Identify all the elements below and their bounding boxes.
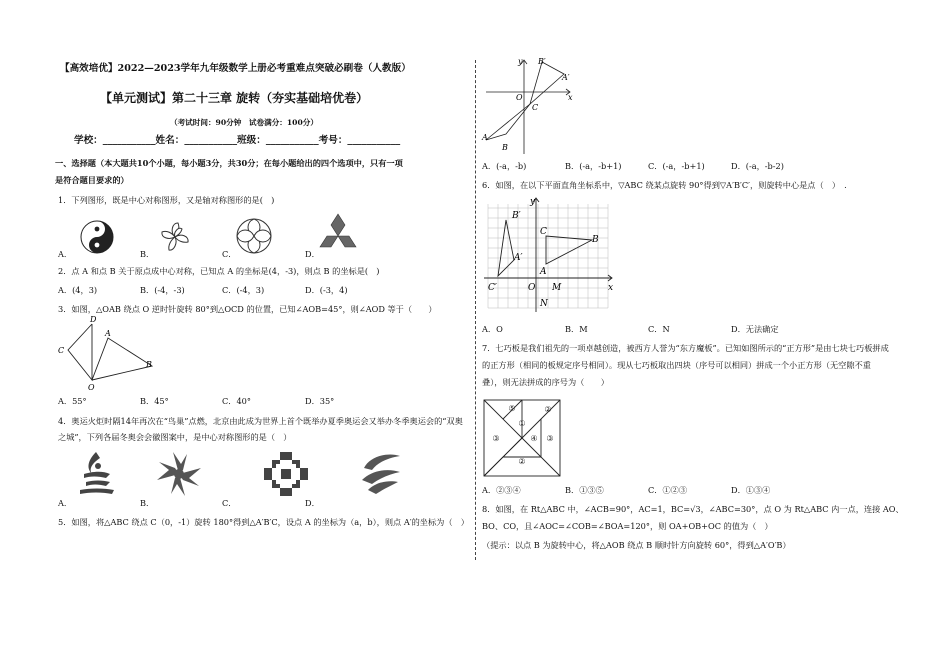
tangram-piece-1: ⑤ bbox=[508, 404, 516, 413]
q5-option-d[interactable]: D．(-a，-b-2) bbox=[731, 161, 784, 171]
q3-option-d[interactable]: D．35° bbox=[305, 396, 335, 406]
q6-label-o: O bbox=[528, 283, 536, 293]
q5-stem: 5．如图，将△ABC 绕点 C（0，-1）旋转 180°得到△A′B′C，设点 A 的坐标为（a，b），则点 A′的坐标为（ ） bbox=[58, 517, 469, 527]
tangram-piece-2: ① bbox=[518, 419, 526, 428]
q3-label-a: A bbox=[105, 329, 111, 338]
q2-option-a[interactable]: A．(4，3) bbox=[58, 285, 98, 295]
q5-label-x: x bbox=[568, 93, 573, 102]
q4-option-a[interactable]: A． bbox=[58, 498, 73, 508]
q3-label-c: C bbox=[58, 346, 65, 355]
q3-label-o: O bbox=[88, 383, 95, 392]
q4-option-b[interactable]: B． bbox=[140, 498, 155, 508]
tangram-figure bbox=[482, 398, 562, 478]
section-heading-2: 是符合题目要求的） bbox=[55, 175, 129, 185]
q5-label-y: y bbox=[518, 57, 523, 66]
q5-option-c[interactable]: C．(-a，-b+1) bbox=[648, 161, 705, 171]
q2-option-d[interactable]: D．(-3，4) bbox=[305, 285, 348, 295]
winter-olympics-emblem-d-icon bbox=[358, 450, 404, 496]
q6-option-b[interactable]: B．M bbox=[565, 324, 588, 334]
q8-stem: 8．如图，在 Rt△ABC 中，∠ACB=90°，AC=1，BC=√3，∠ABC=30°，点 O 为 Rt△ABC 内一点，连接 AO、 bbox=[482, 504, 904, 514]
four-petal-circle-icon bbox=[236, 218, 272, 254]
q3-label-b: B bbox=[146, 360, 152, 369]
student-info-line: 学校：___________姓名：___________班级：___________考号：___________ bbox=[74, 135, 401, 146]
winter-olympics-emblem-a-icon bbox=[76, 450, 116, 498]
q1-stem: 1．下列图形，既是中心对称图形，又是轴对称图形的是( ) bbox=[58, 195, 275, 205]
column-divider bbox=[475, 60, 477, 560]
winter-olympics-emblem-b-icon bbox=[155, 450, 203, 498]
q1-option-a[interactable]: A． bbox=[58, 249, 73, 259]
q6-option-a[interactable]: A．O bbox=[482, 324, 503, 334]
q3-option-a[interactable]: A．55° bbox=[58, 396, 87, 406]
q6-label-c: C bbox=[540, 227, 547, 237]
series-title: 【高效培优】2022—2023学年九年级数学上册必考重难点突破必刷卷（人教版） bbox=[60, 63, 411, 74]
section-heading: 一、选择题（本大题共10个小题，每小题3分，共30分；在每小题给出的四个选项中，只有一项 bbox=[55, 158, 403, 168]
q1-option-d[interactable]: D． bbox=[305, 249, 320, 259]
q3-label-d: D bbox=[90, 315, 97, 324]
q6-stem: 6．如图，在以下平面直角坐标系中，▽ABC 绕某点旋转 90°得到▽A′B′C′，则旋转中心是点（ ） . bbox=[482, 180, 847, 190]
q7-stem-2: 的正方形（相同的板规定序号相同）。现从七巧板取出四块（序号可以相同）拼成一个小正方形（无空隙不重 bbox=[482, 360, 871, 370]
q8-stem-2: BO、CO，且∠AOC=∠COB=∠BOA=120°，则 OA+OB+OC 的值为（ ） bbox=[482, 521, 773, 531]
q6-label-cp: C′ bbox=[488, 283, 497, 293]
q5-label-a: A bbox=[482, 133, 488, 142]
q7-stem-3: 叠），则无法拼成的序号为（ ） bbox=[482, 377, 609, 387]
q7-option-a[interactable]: A．②③④ bbox=[482, 485, 521, 495]
q5-option-a[interactable]: A．(-a，-b) bbox=[482, 161, 527, 171]
q5-coordinate-figure bbox=[482, 56, 582, 156]
q3-option-b[interactable]: B．45° bbox=[140, 396, 169, 406]
q6-label-y: y bbox=[530, 197, 536, 207]
q6-grid-figure bbox=[484, 196, 616, 314]
q6-label-ap: A′ bbox=[514, 253, 523, 263]
tangram-piece-7: ③ bbox=[546, 434, 554, 443]
tangram-piece-3: ② bbox=[544, 405, 552, 414]
q5-label-c: C bbox=[532, 103, 539, 112]
q3-stem: 3．如图，△OAB 绕点 O 逆时针旋转 80°到△OCD 的位置，已知∠AOB=45°，则∠AOD 等于（ ） bbox=[58, 304, 437, 314]
page-title: 【单元测试】第二十三章 旋转（夯实基础培优卷） bbox=[100, 91, 369, 105]
q5-label-b: B bbox=[502, 143, 508, 152]
q5-option-b[interactable]: B．(-a，-b+1) bbox=[565, 161, 622, 171]
q6-label-b: B bbox=[592, 235, 599, 245]
tangram-piece-6: ② bbox=[518, 457, 526, 466]
q6-option-c[interactable]: C．N bbox=[648, 324, 670, 334]
winter-olympics-emblem-c-icon bbox=[262, 450, 310, 498]
pinwheel-flower-icon bbox=[158, 220, 192, 254]
q6-label-bp: B′ bbox=[512, 211, 521, 221]
q5-label-ap: A′ bbox=[562, 73, 570, 82]
q2-stem: 2．点 A 和点 B 关于原点成中心对称，已知点 A 的坐标是(4，-3)，则点 B 的坐标是( ) bbox=[58, 266, 380, 276]
q7-stem: 7．七巧板是我们祖先的一项卓越创造，被西方人誉为“东方魔板”。已知如图所示的“正方形”是由七块七巧板拼成 bbox=[482, 343, 889, 353]
q5-label-bp: B′ bbox=[538, 57, 546, 66]
tangram-piece-4: ③ bbox=[492, 434, 500, 443]
q6-label-m: M bbox=[552, 283, 562, 293]
q4-option-d[interactable]: D． bbox=[305, 498, 320, 508]
q8-hint: （提示：以点 B 为旋转中心，将△AOB 绕点 B 顺时针方向旋转 60°，得到△A′O′B） bbox=[482, 540, 791, 550]
q5-label-o: O bbox=[516, 93, 523, 102]
three-diamond-icon bbox=[318, 213, 358, 257]
q1-option-c[interactable]: C． bbox=[222, 249, 237, 259]
q1-option-b[interactable]: B． bbox=[140, 249, 155, 259]
q4-stem: 4．奥运火炬时隔14年再次在“鸟巢”点燃，北京由此成为世界上首个既举办夏季奥运会又举办冬季奥运会的“双奥 bbox=[58, 416, 463, 426]
q2-option-c[interactable]: C．(-4，3) bbox=[222, 285, 265, 295]
q7-option-d[interactable]: D．①③④ bbox=[731, 485, 771, 495]
q7-option-c[interactable]: C．①②③ bbox=[648, 485, 688, 495]
q6-option-d[interactable]: D．无法确定 bbox=[731, 324, 779, 334]
q3-triangle-figure bbox=[58, 312, 168, 392]
q7-option-b[interactable]: B．①③⑤ bbox=[565, 485, 604, 495]
q3-option-c[interactable]: C．40° bbox=[222, 396, 251, 406]
q6-label-a: A bbox=[540, 267, 547, 277]
yin-yang-icon bbox=[80, 220, 114, 254]
q4-stem-2: 之城”，下列各届冬奥会会徽图案中，是中心对称图形的是（ ） bbox=[58, 432, 292, 442]
q6-label-x: x bbox=[608, 283, 614, 293]
exam-info: （考试时间：90分钟 试卷满分：100分） bbox=[170, 118, 318, 127]
q4-option-c[interactable]: C． bbox=[222, 498, 237, 508]
tangram-piece-5: ④ bbox=[530, 434, 538, 443]
q6-label-n: N bbox=[540, 299, 548, 309]
q2-option-b[interactable]: B．(-4，-3) bbox=[140, 285, 185, 295]
